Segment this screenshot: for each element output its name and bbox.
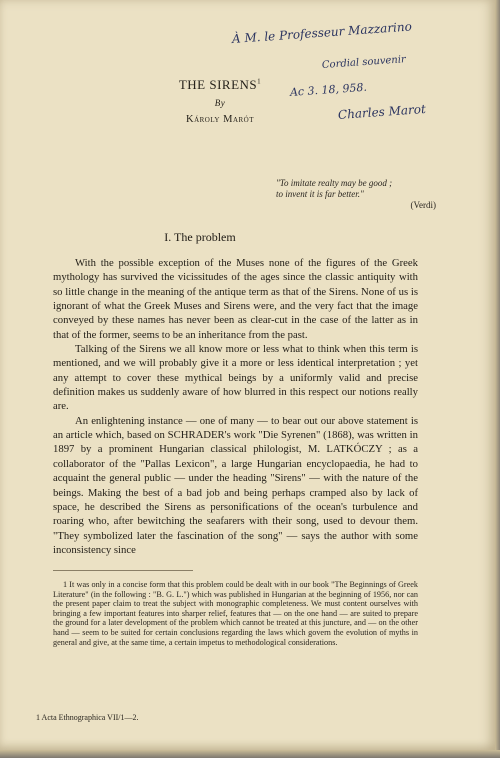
byline-by: By [214,98,226,108]
epigraph-line2: to invent it is far better." [276,189,364,199]
page-edge-right [495,0,500,758]
handwritten-dedication-line2: Cordial souvenir [321,54,407,71]
footnote-divider [53,570,193,571]
page-edge-bottom [0,750,500,758]
paragraph-3: An enlightening instance — one of many — to bear out our above statement is an article which, based on SCHRADER's work "Die Syrenen" (1868), was written in 1897 by a prominent Hungarian classical philologist, M. LATKÓCZY ; as a collaborator of the "Pallas Lexicon", a large Hungarian encyclopaedia, he had to acquaint the general public — under the heading "Sirens" — with the nature of the beings. Making the best of a bad job and being perhaps cramped also by lack of space, he described the Sirens as personifications of the ocean's turbulence and roaring who, after bewitching the seafarers with their song, used to devour them. "They symbolized later the fascination of the song" — says the author with some inconsistency since [53,414,418,556]
footnote-text: 1 It was only in a concise form that this problem could be dealt with in our book "The Beginnings of Greek Literature" (in the following : "B. G. L.") which was published in Hungarian at the beginning of 1956, nor can the present paper claim to treat the subject with monographic completeness. We must content ourselves with bringing a few important features into sharper relief, features that — on the one hand — are suited to prepare the ground for a later development of the problem which cannot be treated at this juncture, and — on the other hand — seem to be suited for certain conclusions regarding the laws which govern the evolution of myths in general and give, at the same time, a certain impetus to methodological considerations. [53,580,418,647]
section-heading: I. The problem [164,230,236,244]
article-title: THE SIRENS$^1$ [178,77,262,92]
epigraph [276,178,436,211]
author-name: Károly Marót [185,114,254,125]
epigraph-source: (Verdi) [410,200,436,210]
title-footnote-marker: 1 [257,77,262,86]
epigraph-line1: "To imitate realty may be good ; [276,178,393,188]
page-footer: 1 Acta Ethnographica VII/1—2. [36,713,139,722]
handwritten-date: Ac 3. 18, 958. [289,80,368,99]
paragraph-2: Talking of the Sirens we all know more or less what to think when this term is mentioned, and we will probably give it a more or less identical interpretation ; yet any attempt to cover these mythical beings by a uniformly valid and precise definition makes us suddenly aware of how blurred in this respect our notions really are. [53,343,418,413]
footnote [53,580,418,647]
paragraph-1: With the possible exception of the Muses none of the figures of the Greek mythology has survived the vicissitudes of the ages since the classic antiquity with so little change in the meaning of the antique term as that of the Sirens. None of us is ignorant of what the Greek Muses and Sirens were, and the very fact that the image conveyed by these names has never been as clear-cut in the case of the latter as in that of the former, seems to be an inheritance from the past. [53,257,418,341]
body-text [53,256,418,557]
handwritten-signature: Charles Marot [337,101,427,122]
handwritten-dedication-line1: À M. le Professeur Mazzarino [231,19,413,46]
